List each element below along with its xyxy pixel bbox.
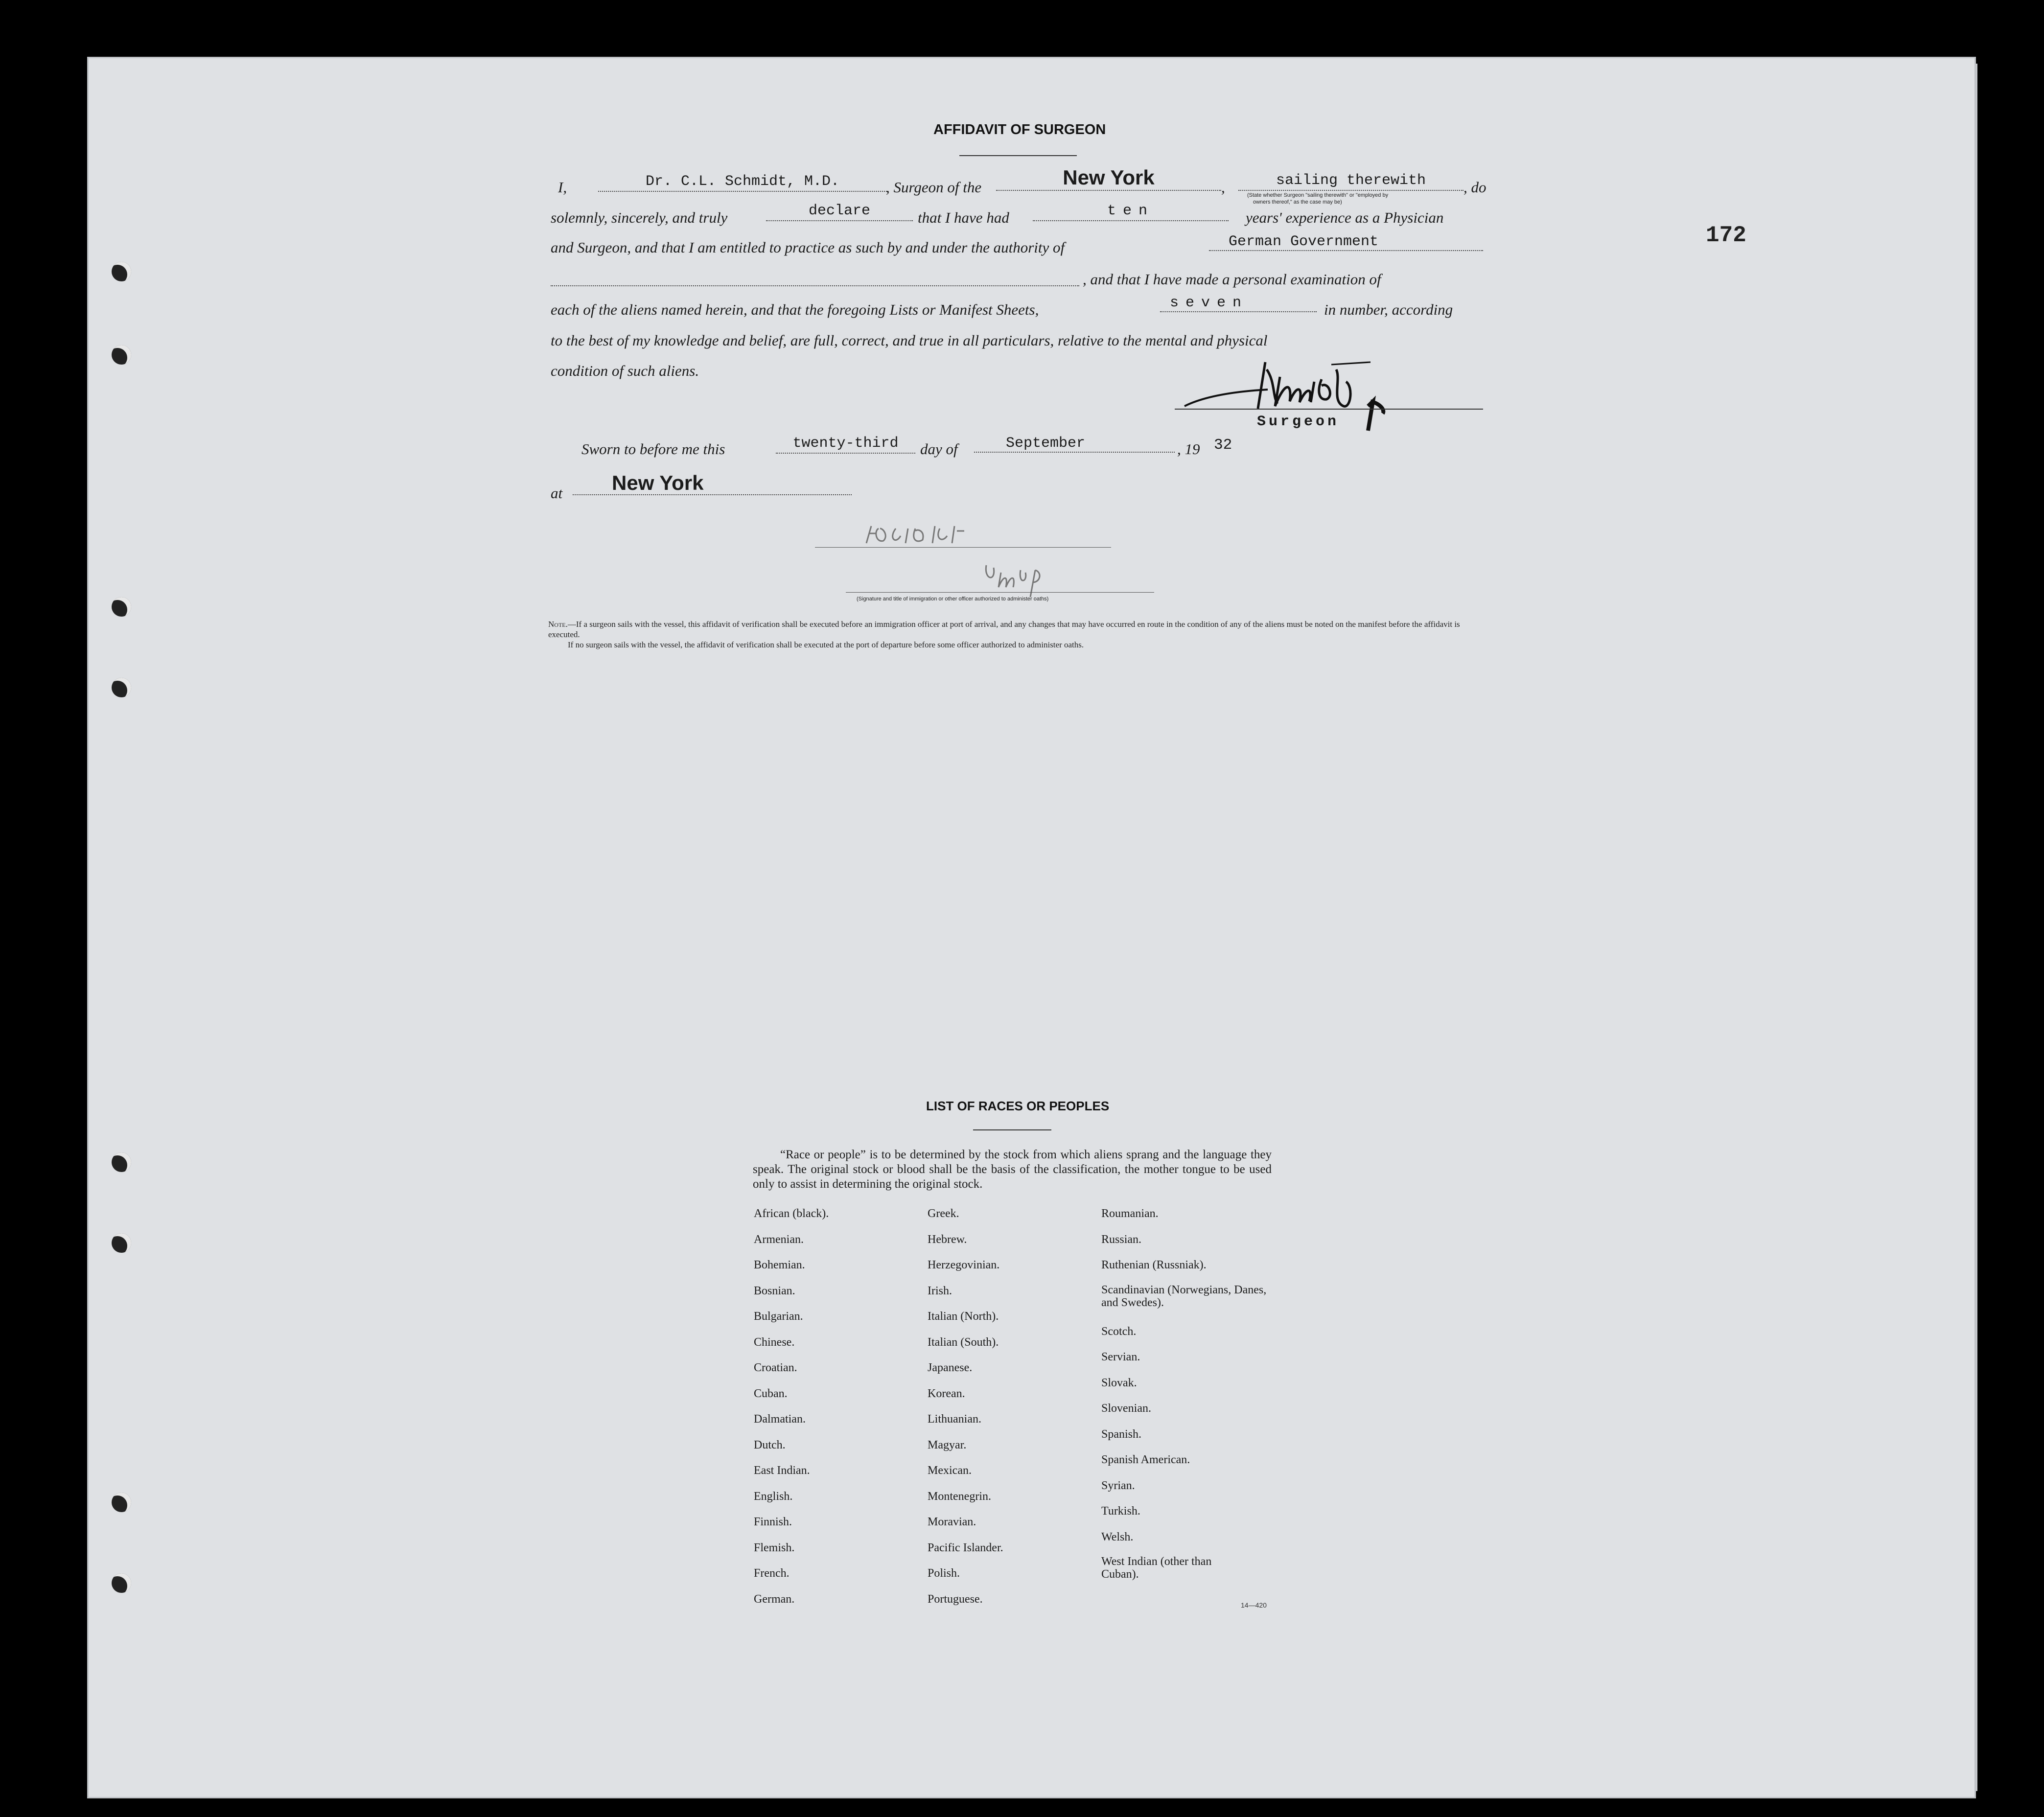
surgeon-signature-line (1175, 409, 1483, 410)
declare-field: declare (766, 202, 913, 221)
sworn-month-field: September (974, 434, 1175, 453)
race-item: Turkish. (1101, 1505, 1140, 1518)
line6: to the best of my knowledge and belief, are full, correct, and true in all particulars, relative to the mental and physical (551, 332, 1268, 349)
binder-hole (112, 262, 131, 281)
race-item: French. (754, 1567, 790, 1580)
line1-comma: , (1221, 179, 1225, 196)
race-item: Portuguese. (928, 1592, 983, 1606)
race-item: Greek. (928, 1207, 959, 1220)
race-item: Irish. (928, 1284, 952, 1297)
race-item: East Indian. (754, 1464, 810, 1477)
race-item: Italian (North). (928, 1310, 999, 1323)
form-code: 14—420 (1241, 1601, 1267, 1609)
race-item: Bosnian. (754, 1284, 795, 1297)
race-item: Korean. (928, 1387, 965, 1400)
race-item: Slovak. (1101, 1376, 1137, 1389)
line3-prefix: and Surgeon, and that I am entitled to practice as such by and under the authority of (551, 239, 1065, 256)
sworn-day-field: twenty-third (776, 434, 915, 454)
line5-suffix: in number, according (1324, 301, 1453, 318)
binder-hole (112, 345, 131, 365)
binder-hole (112, 1233, 131, 1253)
race-item: Ruthenian (Russniak). (1101, 1259, 1207, 1271)
binder-hole (112, 1493, 131, 1512)
race-item: Pacific Islander. (928, 1541, 1003, 1554)
race-item: Magyar. (928, 1438, 967, 1451)
binder-hole (112, 597, 131, 617)
years-field: ten (1033, 202, 1229, 221)
race-item: Bohemian. (754, 1259, 805, 1271)
races-intro: “Race or people” is to be determined by the stock from which aliens sprang and the language they speak. The original stock or blood shall be the basis of the classification, the mother tongue to be used only to assist in determining the original stock. (753, 1148, 1272, 1191)
race-item: Finnish. (754, 1516, 792, 1528)
sailing-note-1: (State whether Surgeon "sailing therewith" or "employed by (1247, 192, 1389, 198)
affidavit-title: AFFIDAVIT OF SURGEON (933, 122, 1106, 138)
binder-hole (112, 1573, 131, 1593)
race-item: Armenian. (754, 1233, 804, 1246)
race-item: Hebrew. (928, 1233, 967, 1246)
race-item: Roumanian. (1101, 1207, 1159, 1220)
sworn-prefix: Sworn to before me this (581, 440, 725, 458)
race-item: Montenegrin. (928, 1490, 991, 1503)
line2-prefix: solemnly, sincerely, and truly (551, 209, 728, 226)
race-item: Spanish American. (1101, 1453, 1190, 1466)
authority-field: German Government (1209, 232, 1483, 251)
note-text-2: If no surgeon sails with the vessel, the affidavit of verification shall be executed at the port of departure before some officer authorized to administer oaths. (568, 640, 1084, 649)
line7: condition of such aliens. (551, 362, 699, 379)
officer-signature-line-2 (846, 592, 1154, 593)
sworn-day-of: day of (920, 440, 958, 458)
race-item: Servian. (1101, 1351, 1140, 1363)
races-title-underline (973, 1129, 1051, 1130)
race-item: Italian (South). (928, 1335, 999, 1349)
race-item: Dalmatian. (754, 1413, 806, 1426)
race-item: Scotch. (1101, 1325, 1137, 1338)
sailing-note-2: owners thereof," as the case may be) (1253, 199, 1342, 205)
race-item: Spanish. (1101, 1427, 1142, 1441)
races-column-3 (1101, 1206, 1268, 1596)
note-text-1: —If a surgeon sails with the vessel, this affidavit of verification shall be executed before an immigration officer at port of arrival, and any changes that may have occurred en route in the condition of any of the aliens must be noted on the manifest before the affidavit is executed. (548, 620, 1460, 639)
binder-hole (112, 678, 131, 697)
races-column-2 (928, 1206, 1003, 1617)
at-prefix: at (551, 484, 563, 502)
race-item: Dutch. (754, 1438, 786, 1451)
race-item: English. (754, 1490, 793, 1503)
affidavit-note (548, 619, 1483, 650)
binder-hole (112, 1152, 131, 1172)
line1-surgeon-of: , Surgeon of the (886, 179, 982, 196)
officer-caption: (Signature and title of immigration or other officer authorized to administer oaths) (857, 596, 1049, 602)
note-label: Note. (548, 620, 568, 629)
race-item: Flemish. (754, 1541, 795, 1554)
race-item: Polish. (928, 1567, 960, 1580)
title-underline (959, 155, 1077, 156)
race-item: Scandinavian (Norwegians, Danes, and Swedes). (1101, 1283, 1267, 1309)
line1-prefix: I, (558, 179, 567, 196)
race-item: Herzegovinian. (928, 1259, 1000, 1271)
races-column-1 (754, 1206, 829, 1617)
race-item: Cuban. (754, 1387, 788, 1400)
race-item: Russian. (1101, 1233, 1142, 1246)
race-item: German. (754, 1592, 795, 1606)
race-item: Lithuanian. (928, 1413, 981, 1426)
race-item: Slovenian. (1101, 1402, 1151, 1415)
race-item: Croatian. (754, 1361, 797, 1374)
sworn-year-suffix: 32 (1214, 437, 1232, 454)
race-item: Welsh. (1101, 1530, 1134, 1543)
line1-suffix: , do (1463, 179, 1487, 196)
race-item: Chinese. (754, 1335, 795, 1349)
race-item: African (black). (754, 1207, 829, 1220)
officer-signature-line-1 (815, 547, 1111, 548)
surgeon-name-field: Dr. C.L. Schmidt, M.D. (598, 172, 887, 192)
surgeon-label: Surgeon (1257, 414, 1340, 430)
race-item: Syrian. (1101, 1479, 1135, 1492)
page-number: 172 (1706, 223, 1746, 248)
races-title: LIST OF RACES OR PEOPLES (926, 1099, 1110, 1113)
race-item: Japanese. (928, 1361, 973, 1374)
sworn-year-prefix: , 19 (1177, 440, 1200, 458)
at-place-field: New York (573, 471, 852, 495)
race-item: Bulgarian. (754, 1310, 803, 1323)
authority-continuation-field (551, 267, 1079, 286)
race-item: Mexican. (928, 1464, 972, 1477)
vessel-name-field: New York (996, 165, 1221, 191)
line4-suffix: , and that I have made a personal examination of (1083, 271, 1381, 288)
race-item: Moravian. (928, 1516, 976, 1528)
line5-prefix: each of the aliens named herein, and that the foregoing Lists or Manifest Sheets, (551, 301, 1039, 318)
sheets-count-field: seven (1160, 294, 1317, 312)
race-item: West Indian (other than Cuban). (1101, 1555, 1212, 1581)
line2-suffix: years' experience as a Physician (1246, 209, 1444, 226)
line2-middle: that I have had (918, 209, 1009, 226)
sailing-status-field: sailing therewith (1238, 171, 1463, 191)
